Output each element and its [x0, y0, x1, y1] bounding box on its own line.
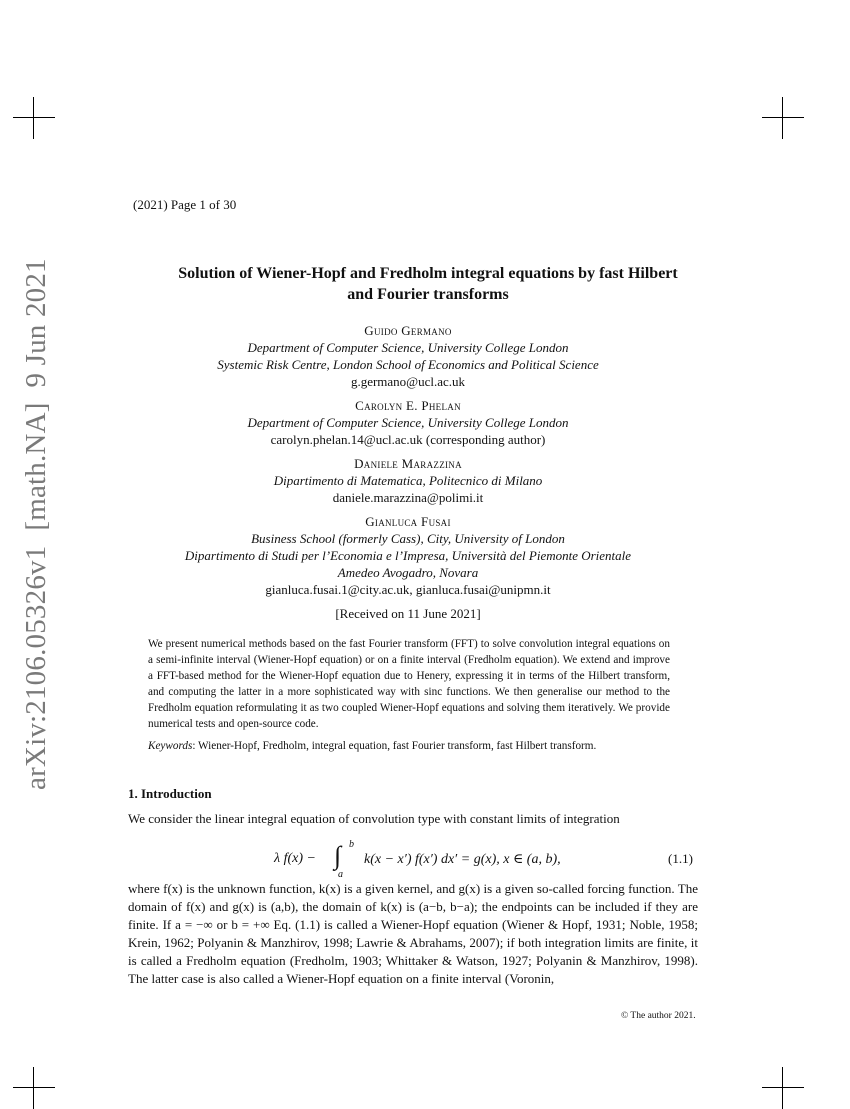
crop-mark-bottom-right: [762, 1067, 804, 1109]
author-name: Guido Germano: [364, 323, 452, 338]
author-affiliation: Amedeo Avogadro, Novara: [337, 565, 479, 580]
author-email[interactable]: carolyn.phelan.14@ucl.ac.uk (corresponding author): [270, 432, 546, 447]
intro-paragraph: We consider the linear integral equation of convolution type with constant limits of integration: [128, 811, 620, 826]
author-block: [128, 455, 688, 506]
section-heading: 1. Introduction: [128, 786, 212, 801]
title-line-2: and Fourier transforms: [347, 286, 509, 303]
author-affiliation: Dipartimento di Studi per l’Economia e l’Impresa, Università del Piemonte Orientale: [184, 548, 632, 563]
author-list: [128, 322, 688, 622]
author-name: Gianluca Fusai: [365, 514, 451, 529]
author-block: [128, 322, 688, 390]
author-email[interactable]: gianluca.fusai.1@city.ac.uk, gianluca.fusai@unipmn.it: [265, 582, 551, 597]
equation-lhs: λ f(x) −: [274, 851, 316, 866]
equation-number: (1.1): [668, 851, 693, 866]
author-affiliation: Systemic Risk Centre, London School of Economics and Political Science: [217, 357, 599, 372]
crop-mark-top-left: [13, 97, 55, 139]
received-date: [Received on 11 June 2021]: [335, 606, 481, 621]
integral-sign: ∫: [334, 841, 342, 870]
author-name: Daniele Marazzina: [354, 456, 462, 471]
arxiv-stamp: arXiv:2106.05326v1 [math.NA] 9 Jun 2021: [20, 258, 52, 790]
author-email[interactable]: g.germano@ucl.ac.uk: [350, 374, 466, 389]
title-line-1: Solution of Wiener-Hopf and Fredholm integral equations by fast Hilbert: [178, 265, 678, 282]
author-email[interactable]: daniele.marazzina@polimi.it: [332, 490, 484, 505]
keywords: [148, 740, 688, 752]
copyright-footer: © The author 2021.: [621, 1011, 696, 1021]
keywords-list: : Wiener-Hopf, Fredholm, integral equation, fast Fourier transform, fast Hilbert transform.: [192, 740, 597, 752]
author-affiliation: Dipartimento di Matematica, Politecnico di Milano: [273, 473, 543, 488]
integral-lower-limit: a: [338, 869, 343, 880]
author-block: [128, 397, 688, 448]
crop-mark-bottom-left: [13, 1067, 55, 1109]
keywords-label: Keywords: [148, 740, 193, 752]
integral-upper-limit: b: [349, 839, 354, 850]
author-affiliation: Department of Computer Science, University College London: [247, 415, 569, 430]
crop-mark-top-right: [762, 97, 804, 139]
author-name: Carolyn E. Phelan: [355, 398, 461, 413]
abstract: We present numerical methods based on the fast Fourier transform (FFT) to solve convolution integral equations on a semi-infinite interval (Wiener-Hopf equation) or on a finite interval (Fredholm equation). We extend and improve a FFT-based method for the Wiener-Hopf equation due to Henery, expressing it in terms of the Hilbert transform, and computing the latter in a more sophisticated way with sinc functions. We then generalise our method to the Fredholm equation reformulating it as two coupled Wiener-Hopf equations and solving them iteratively. We provide numerical tests and open-source code.: [148, 638, 670, 730]
paper-title: [128, 263, 728, 305]
author-affiliation: Business School (formerly Cass), City, University of London: [251, 531, 565, 546]
equation-rhs: k(x − x′) f(x′) dx′ = g(x), x ∈ (a, b),: [364, 852, 561, 867]
body-paragraph: where f(x) is the unknown function, k(x) is a given kernel, and g(x) is a given so-called forcing function. The domain of f(x) and g(x) is (a,b), the domain of k(x) is (a−b, b−a); the endpoints can be included if they are finite. If a = −∞ or b = +∞ Eq. (1.1) is called a Wiener-Hopf equation (Wiener & Hopf, 1931; Noble, 1958; Krein, 1962; Polyanin & Manzhirov, 1998; Lawrie & Abrahams, 2007); if both integration limits are finite, it is called a Fredholm equation (Fredholm, 1903; Whittaker & Watson, 1927; Polyanin & Manzhirov, 1998). The latter case is also called a Wiener-Hopf equation on a finite interval (Voronin,: [128, 881, 698, 986]
running-head: (2021) Page 1 of 30: [133, 197, 237, 212]
author-block: [128, 513, 688, 598]
author-affiliation: Department of Computer Science, University College London: [247, 340, 569, 355]
